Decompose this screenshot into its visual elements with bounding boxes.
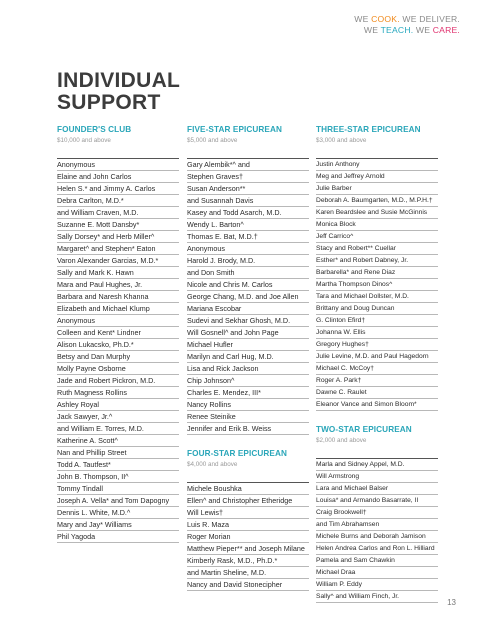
donor-name: Sally^ and William Finch, Jr.: [316, 591, 438, 603]
donor-name: Nan and Phillip Street: [57, 447, 179, 459]
donor-name: Will Armstrong: [316, 471, 438, 483]
donor-name: Kasey and Todd Asarch, M.D.: [187, 207, 309, 219]
donor-name: Will Lewis†: [187, 507, 309, 519]
donor-name: Roger Morian: [187, 531, 309, 543]
donor-name: Nancy Rollins: [187, 399, 309, 411]
donor-name: Ellen^ and Christopher Etheridge: [187, 495, 309, 507]
donor-name: Jade and Robert Pickron, M.D.: [57, 375, 179, 387]
donor-name: Anonymous: [57, 159, 179, 171]
donor-name: G. Clinton Efird†: [316, 315, 438, 327]
donor-name: Deborah A. Baumgarten, M.D., M.P.H.†: [316, 195, 438, 207]
donor-name: Tara and Michael Dollster, M.D.: [316, 291, 438, 303]
donor-name: Meg and Jeffrey Arnold: [316, 171, 438, 183]
donor-name: Jennifer and Erik B. Weiss: [187, 423, 309, 435]
section-amount: $2,000 and above: [316, 437, 367, 444]
donor-name: Charles E. Mendez, III*: [187, 387, 309, 399]
section-amount: $5,000 and above: [187, 137, 238, 144]
donor-name: Michael Hufler: [187, 339, 309, 351]
tagline-word-care: CARE.: [432, 25, 460, 35]
donor-name: Michael C. McCoy†: [316, 363, 438, 375]
donor-list: [187, 482, 309, 591]
donor-name: Anonymous: [187, 243, 309, 255]
donor-name: Nicole and Chris M. Carlos: [187, 279, 309, 291]
tagline-word: WE: [354, 14, 372, 24]
donor-name: Mariana Escobar: [187, 303, 309, 315]
tagline-row-2: [354, 25, 460, 36]
donor-name: William P. Eddy: [316, 579, 438, 591]
donor-name: Michele Burns and Deborah Jamison: [316, 531, 438, 543]
page-title: [57, 70, 180, 114]
donor-name: and Susannah Davis: [187, 195, 309, 207]
section-title: THREE-STAR EPICUREAN: [316, 125, 421, 134]
donor-name: Jeff Carrico^: [316, 231, 438, 243]
donor-name: John B. Thompson, II^: [57, 471, 179, 483]
section-title: FOUR-STAR EPICUREAN: [187, 449, 287, 458]
donor-name: Michael Draa: [316, 567, 438, 579]
donor-name: Jack Sawyer, Jr.^: [57, 411, 179, 423]
donor-name: Barbara and Naresh Khanna: [57, 291, 179, 303]
donor-name: Renee Steinike: [187, 411, 309, 423]
tagline-row-1: [354, 14, 460, 25]
donor-name: Dennis L. White, M.D.^: [57, 507, 179, 519]
donor-list: [316, 458, 438, 603]
donor-name: Lara and Michael Balser: [316, 483, 438, 495]
donor-name: Katherine A. Scott^: [57, 435, 179, 447]
donor-name: and William E. Torres, M.D.: [57, 423, 179, 435]
donor-name: Colleen and Kent* Lindner: [57, 327, 179, 339]
donor-name: Matthew Pieper** and Joseph Milane: [187, 543, 309, 555]
donor-name: Karen Beardslee and Susie McGinnis: [316, 207, 438, 219]
section-amount: $10,000 and above: [57, 137, 111, 144]
page-title-line-1: INDIVIDUAL: [57, 69, 181, 92]
tagline-word: WE: [399, 14, 420, 24]
donor-name: Johanna W. Ellis: [316, 327, 438, 339]
donor-name: and Tim Abrahamsen: [316, 519, 438, 531]
donor-name: Marilyn and Carl Hug, M.D.: [187, 351, 309, 363]
donor-name: Sudevi and Sekhar Ghosh, M.D.: [187, 315, 309, 327]
donor-name: Craig Brookwell†: [316, 507, 438, 519]
donor-name: Elizabeth and Michael Klump: [57, 303, 179, 315]
donor-name: Gregory Hughes†: [316, 339, 438, 351]
tagline-word-cook: COOK.: [371, 14, 400, 24]
donor-name: and Don Smith: [187, 267, 309, 279]
tagline: [354, 14, 460, 36]
section-title: FOUNDER'S CLUB: [57, 125, 132, 134]
donor-list: [187, 158, 309, 435]
tagline-word-teach: TEACH.: [380, 25, 414, 35]
donor-name: Phil Yagoda: [57, 531, 179, 543]
page-title-line-2: SUPPORT: [57, 91, 161, 114]
donor-name: Debra Carlton, M.D.*: [57, 195, 179, 207]
donor-name: Ashley Royal: [57, 399, 179, 411]
donor-name: Chip Johnson^: [187, 375, 309, 387]
donor-name: Brittany and Doug Duncan: [316, 303, 438, 315]
donor-name: Sally and Mark K. Hawn: [57, 267, 179, 279]
donor-name: Justin Anthony: [316, 159, 438, 171]
tagline-word: WE: [413, 25, 433, 35]
donor-name: Dawne C. Raulet: [316, 387, 438, 399]
donor-name: Eleanor Vance and Simon Bloom*: [316, 399, 438, 411]
column-2: [187, 125, 309, 591]
donor-name: Joseph A. Vella* and Tom Dapogny: [57, 495, 179, 507]
donor-name: Monica Block: [316, 219, 438, 231]
donor-name: Martha Thompson Dinos^: [316, 279, 438, 291]
donor-name: Helen Andrea Carlos and Ron L. Hilliard: [316, 543, 438, 555]
donor-name: Lisa and Rick Jackson: [187, 363, 309, 375]
donor-name: Todd A. Tautfest*: [57, 459, 179, 471]
donor-name: Betsy and Dan Murphy: [57, 351, 179, 363]
donor-name: Helen S.* and Jimmy A. Carlos: [57, 183, 179, 195]
section-title: FIVE-STAR EPICUREAN: [187, 125, 282, 134]
column-3: [316, 125, 438, 603]
donor-name: Marla and Sidney Appel, M.D.: [316, 459, 438, 471]
donor-name: Harold J. Brody, M.D.: [187, 255, 309, 267]
donor-name: Margaret^ and Stephen* Eaton: [57, 243, 179, 255]
donor-name: Will Gosnell^ and John Page: [187, 327, 309, 339]
donor-name: George Chang, M.D. and Joe Allen: [187, 291, 309, 303]
donor-name: Kimberly Rask, M.D., Ph.D.*: [187, 555, 309, 567]
page-number: 13: [447, 598, 456, 607]
donor-name: Michele Boushka: [187, 483, 309, 495]
column-1: [57, 125, 179, 543]
donor-name: Julie Levine, M.D. and Paul Hagedorn: [316, 351, 438, 363]
donor-name: and William Craven, M.D.: [57, 207, 179, 219]
section-title: TWO-STAR EPICUREAN: [316, 425, 412, 434]
donor-name: Barbarella* and Rene Diaz: [316, 267, 438, 279]
donor-name: Pamela and Sam Chawkin: [316, 555, 438, 567]
donor-name: Ruth Magness Rollins: [57, 387, 179, 399]
donor-name: Sally Dorsey* and Herb Miller^: [57, 231, 179, 243]
tagline-word: WE: [363, 25, 381, 35]
donor-name: Gary Alembik*^ and: [187, 159, 309, 171]
donor-name: Wendy L. Barton^: [187, 219, 309, 231]
section-amount: $4,000 and above: [187, 461, 238, 468]
donor-name: Julie Barber: [316, 183, 438, 195]
donor-name: Suzanne E. Mott Dansby*: [57, 219, 179, 231]
donor-name: Alison Lukacsko, Ph.D.*: [57, 339, 179, 351]
donor-name: Susan Anderson**: [187, 183, 309, 195]
donor-name: Varon Alexander Garcias, M.D.*: [57, 255, 179, 267]
donor-name: Esther* and Robert Dabney, Jr.: [316, 255, 438, 267]
donor-name: Nancy and David Stonecipher: [187, 579, 309, 591]
donor-list: [57, 158, 179, 543]
donor-name: Mary and Jay* Williams: [57, 519, 179, 531]
donor-name: Stacy and Robert** Cuellar: [316, 243, 438, 255]
donor-name: Roger A. Park†: [316, 375, 438, 387]
donor-name: Louisa* and Armando Basarrate, II: [316, 495, 438, 507]
donor-name: Anonymous: [57, 315, 179, 327]
donor-name: Mara and Paul Hughes, Jr.: [57, 279, 179, 291]
donor-name: Stephen Graves†: [187, 171, 309, 183]
donor-name: Thomas E. Bat, M.D.†: [187, 231, 309, 243]
donor-name: Molly Payne Osborne: [57, 363, 179, 375]
donor-name: Elaine and John Carlos: [57, 171, 179, 183]
donor-list: [316, 158, 438, 411]
donor-name: and Martin Sheline, M.D.: [187, 567, 309, 579]
section-amount: $3,000 and above: [316, 137, 367, 144]
tagline-word-deliver: DELIVER.: [419, 14, 460, 24]
donor-name: Luis R. Maza: [187, 519, 309, 531]
donor-name: Tommy Tindall: [57, 483, 179, 495]
